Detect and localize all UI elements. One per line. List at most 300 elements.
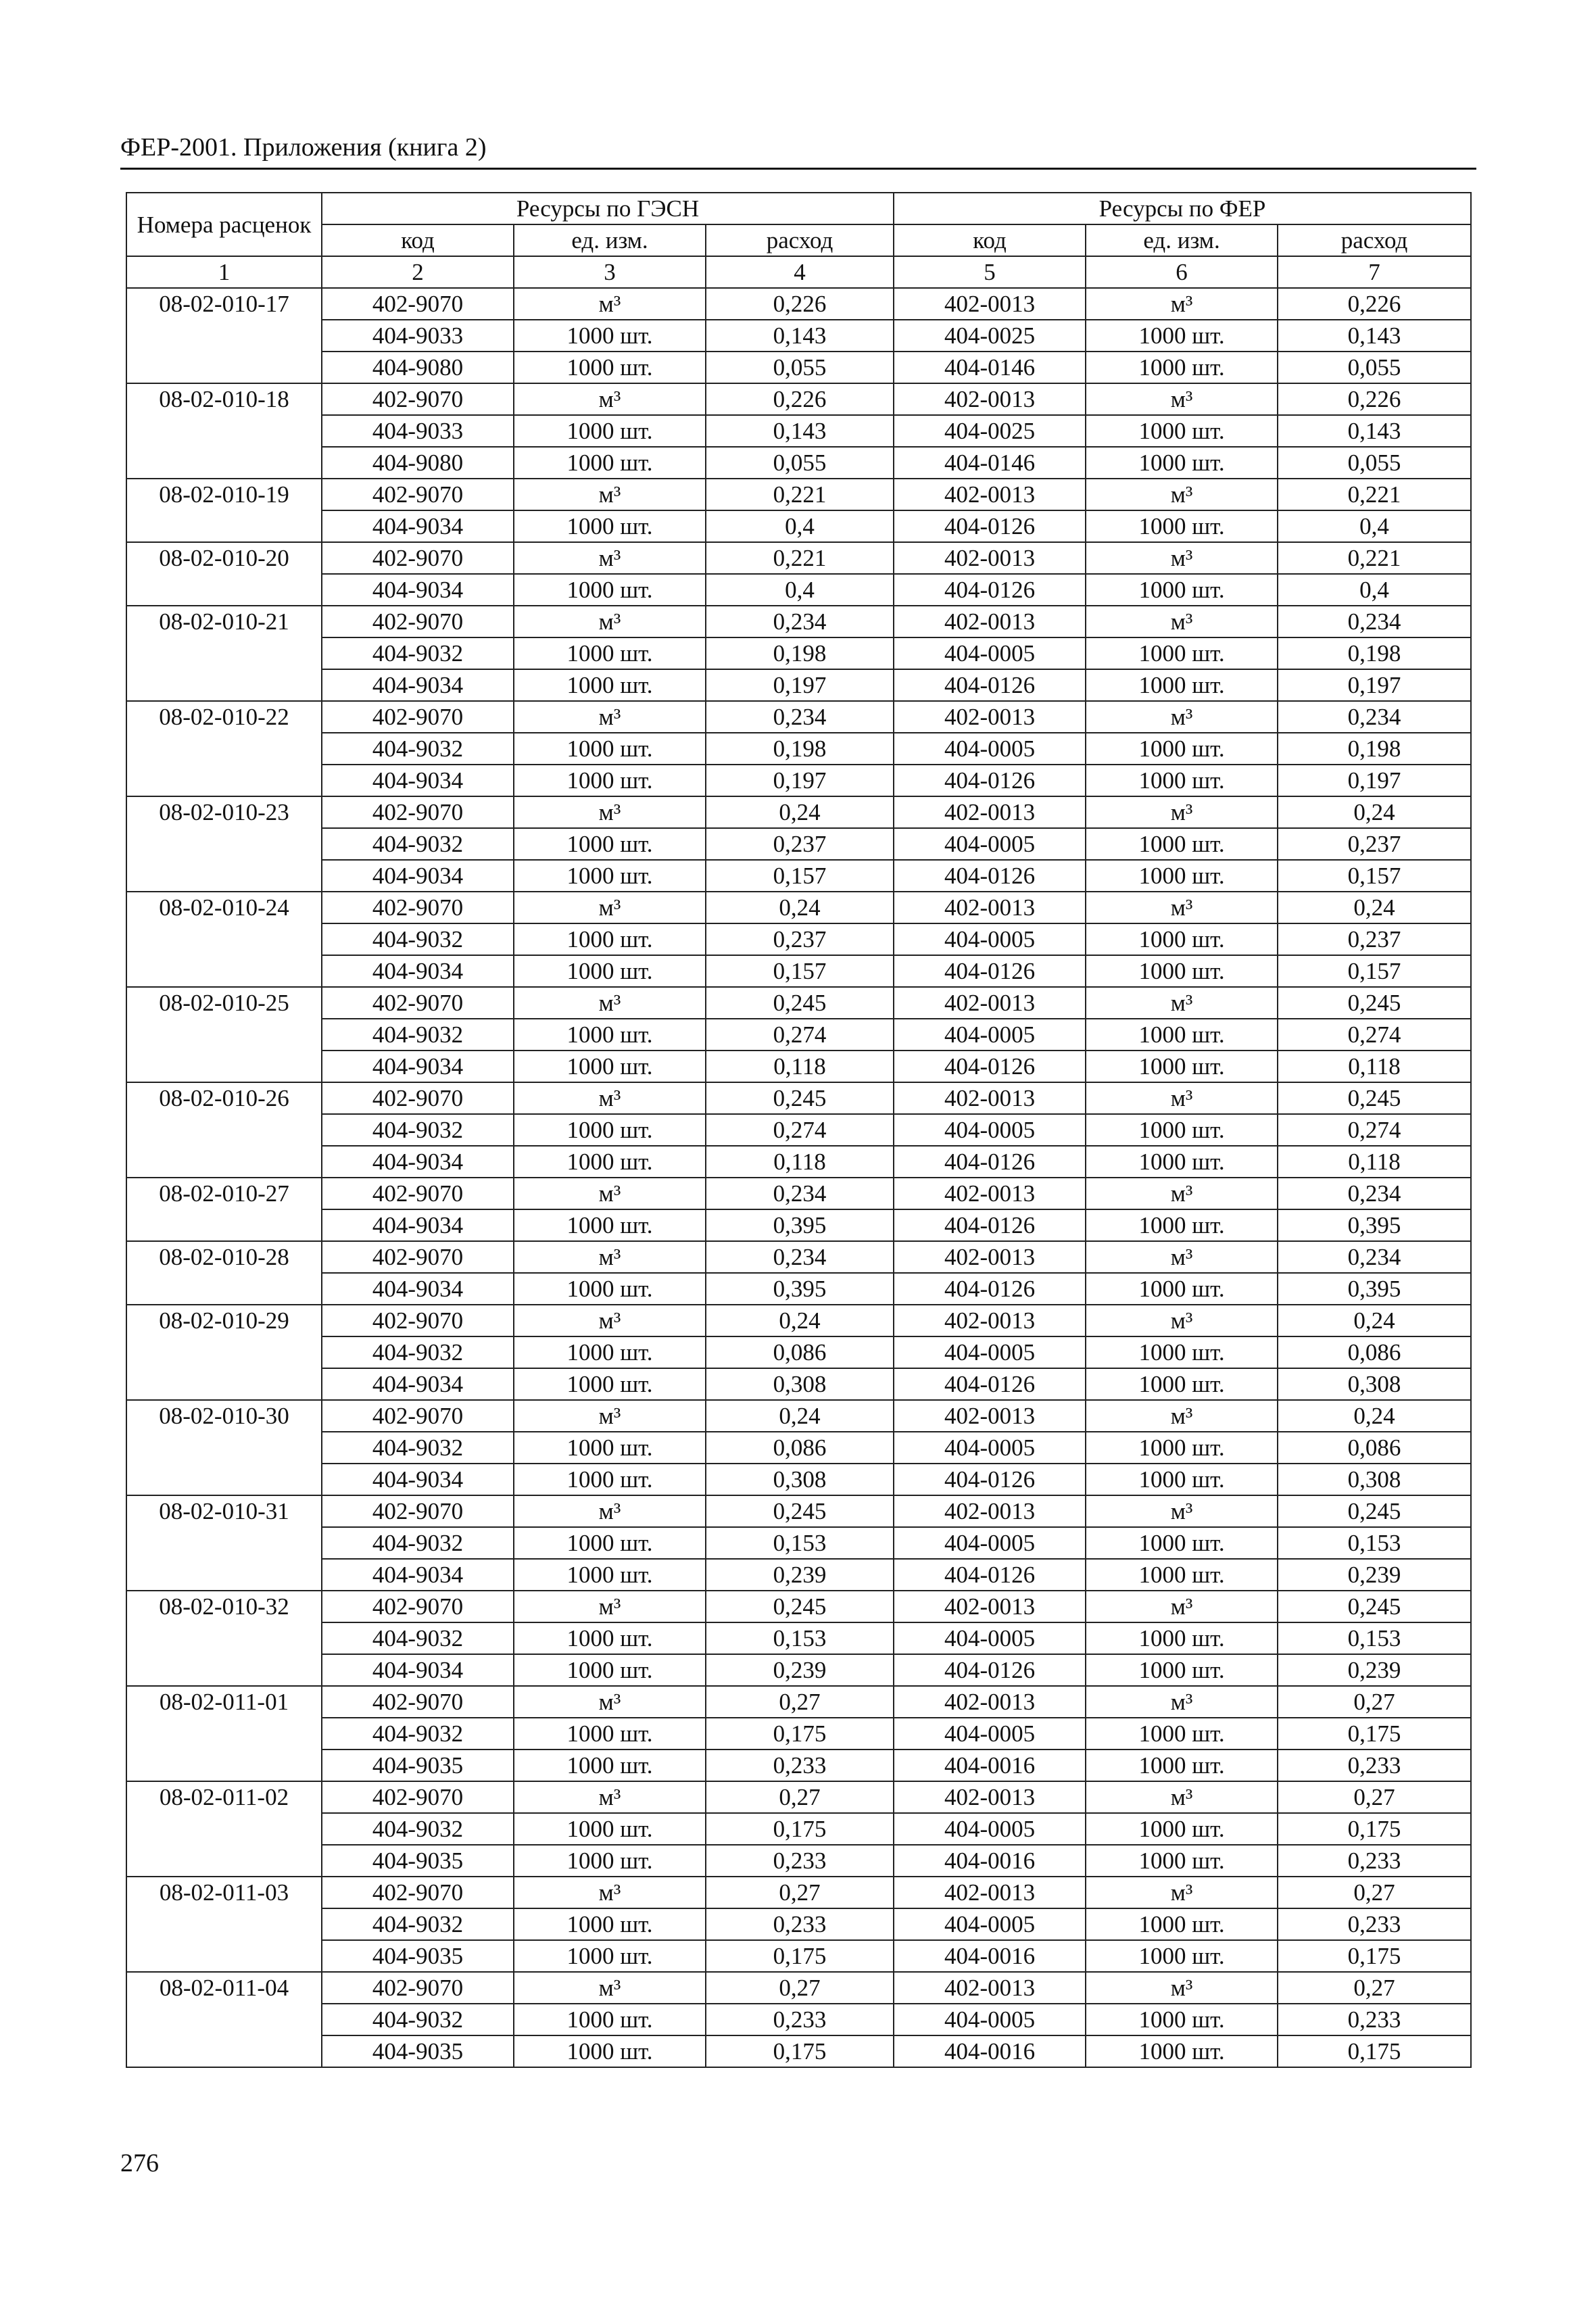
gesn-rate-cell: 0,245 [706, 1495, 894, 1527]
column-number: 5 [894, 256, 1086, 288]
table-row [126, 1718, 1471, 1750]
fer-unit-cell: 1000 шт. [1086, 1750, 1278, 1781]
table-row [126, 1845, 1471, 1877]
table-row [126, 1622, 1471, 1654]
fer-code-cell: 404-0005 [894, 1622, 1086, 1654]
fer-unit-cell: 1000 шт. [1086, 1940, 1278, 1972]
gesn-unit-cell: м³ [514, 892, 706, 923]
table-row [126, 1082, 1471, 1114]
column-header-fer-code: код [894, 224, 1086, 256]
fer-rate-cell: 0,245 [1278, 1591, 1471, 1622]
fer-unit-cell: 1000 шт. [1086, 415, 1278, 447]
table-row [126, 1495, 1471, 1527]
fer-unit-cell: 1000 шт. [1086, 1622, 1278, 1654]
fer-unit-cell: м³ [1086, 892, 1278, 923]
table-row [126, 510, 1471, 542]
fer-rate-cell: 0,226 [1278, 383, 1471, 415]
gesn-unit-cell: м³ [514, 1241, 706, 1273]
fer-rate-cell: 0,24 [1278, 1305, 1471, 1336]
fer-code-cell: 402-0013 [894, 1972, 1086, 2004]
gesn-unit-cell: м³ [514, 479, 706, 510]
fer-code-cell: 404-0126 [894, 1273, 1086, 1305]
gesn-rate-cell: 0,234 [706, 701, 894, 733]
gesn-rate-cell: 0,226 [706, 288, 894, 320]
fer-unit-cell: 1000 шт. [1086, 1019, 1278, 1051]
gesn-unit-cell: 1000 шт. [514, 2035, 706, 2067]
column-header-number: Номера расценок [126, 193, 322, 256]
page-header-title: ФЕР-2001. Приложения (книга 2) [120, 133, 487, 162]
fer-code-cell: 404-0016 [894, 1750, 1086, 1781]
table-row [126, 479, 1471, 510]
gesn-code-cell: 404-9034 [322, 1209, 514, 1241]
gesn-code-cell: 404-9032 [322, 828, 514, 860]
gesn-code-cell: 404-9080 [322, 447, 514, 479]
gesn-rate-cell: 0,245 [706, 1082, 894, 1114]
gesn-code-cell: 404-9035 [322, 1750, 514, 1781]
fer-code-cell: 402-0013 [894, 288, 1086, 320]
gesn-unit-cell: м³ [514, 1305, 706, 1336]
fer-rate-cell: 0,27 [1278, 1781, 1471, 1813]
fer-code-cell: 402-0013 [894, 542, 1086, 574]
fer-rate-cell: 0,153 [1278, 1622, 1471, 1654]
table-row [126, 320, 1471, 352]
table-row [126, 1400, 1471, 1432]
gesn-code-cell: 404-9034 [322, 510, 514, 542]
gesn-unit-cell: 1000 шт. [514, 1209, 706, 1241]
fer-rate-cell: 0,308 [1278, 1368, 1471, 1400]
table-row [126, 1305, 1471, 1336]
fer-rate-cell: 0,233 [1278, 1908, 1471, 1940]
gesn-code-cell: 404-9032 [322, 1622, 514, 1654]
fer-rate-cell: 0,274 [1278, 1114, 1471, 1146]
gesn-rate-cell: 0,27 [706, 1877, 894, 1908]
column-header-gesn-rate: расход [706, 224, 894, 256]
gesn-code-cell: 402-9070 [322, 1877, 514, 1908]
fer-code-cell: 404-0016 [894, 2035, 1086, 2067]
gesn-code-cell: 404-9034 [322, 1368, 514, 1400]
fer-code-cell: 402-0013 [894, 383, 1086, 415]
gesn-unit-cell: 1000 шт. [514, 1146, 706, 1178]
rate-number-cell: 08-02-010-24 [126, 892, 322, 987]
fer-code-cell: 402-0013 [894, 1241, 1086, 1273]
fer-unit-cell: м³ [1086, 383, 1278, 415]
fer-rate-cell: 0,24 [1278, 1400, 1471, 1432]
fer-rate-cell: 0,245 [1278, 1082, 1471, 1114]
gesn-rate-cell: 0,175 [706, 1813, 894, 1845]
page-number: 276 [120, 2149, 159, 2177]
gesn-rate-cell: 0,198 [706, 637, 894, 669]
fer-rate-cell: 0,198 [1278, 637, 1471, 669]
gesn-rate-cell: 0,308 [706, 1464, 894, 1495]
gesn-rate-cell: 0,055 [706, 447, 894, 479]
fer-rate-cell: 0,221 [1278, 479, 1471, 510]
gesn-code-cell: 402-9070 [322, 1400, 514, 1432]
fer-code-cell: 402-0013 [894, 1495, 1086, 1527]
rate-number-cell: 08-02-011-04 [126, 1972, 322, 2067]
fer-unit-cell: 1000 шт. [1086, 1908, 1278, 1940]
gesn-rate-cell: 0,175 [706, 1940, 894, 1972]
gesn-code-cell: 404-9035 [322, 1940, 514, 1972]
fer-unit-cell: м³ [1086, 1781, 1278, 1813]
gesn-code-cell: 404-9034 [322, 1654, 514, 1686]
fer-code-cell: 404-0005 [894, 1813, 1086, 1845]
gesn-rate-cell: 0,118 [706, 1146, 894, 1178]
table-row [126, 987, 1471, 1019]
fer-code-cell: 404-0005 [894, 1908, 1086, 1940]
table-row [126, 1750, 1471, 1781]
fer-unit-cell: м³ [1086, 1591, 1278, 1622]
gesn-rate-cell: 0,197 [706, 669, 894, 701]
gesn-rate-cell: 0,308 [706, 1368, 894, 1400]
gesn-unit-cell: м³ [514, 1686, 706, 1718]
header-row-groups [126, 193, 1471, 224]
fer-code-cell: 404-0005 [894, 2004, 1086, 2035]
gesn-unit-cell: 1000 шт. [514, 1654, 706, 1686]
fer-code-cell: 402-0013 [894, 479, 1086, 510]
gesn-rate-cell: 0,143 [706, 415, 894, 447]
gesn-code-cell: 404-9035 [322, 2035, 514, 2067]
fer-code-cell: 402-0013 [894, 1305, 1086, 1336]
rate-number-cell: 08-02-010-31 [126, 1495, 322, 1591]
gesn-code-cell: 404-9032 [322, 2004, 514, 2035]
gesn-unit-cell: 1000 шт. [514, 447, 706, 479]
fer-code-cell: 404-0005 [894, 1114, 1086, 1146]
rate-number-cell: 08-02-011-01 [126, 1686, 322, 1781]
gesn-unit-cell: 1000 шт. [514, 637, 706, 669]
fer-rate-cell: 0,234 [1278, 1241, 1471, 1273]
gesn-unit-cell: 1000 шт. [514, 1464, 706, 1495]
rate-number-cell: 08-02-010-29 [126, 1305, 322, 1400]
fer-unit-cell: 1000 шт. [1086, 669, 1278, 701]
gesn-unit-cell: 1000 шт. [514, 1559, 706, 1591]
fer-unit-cell: 1000 шт. [1086, 1336, 1278, 1368]
gesn-unit-cell: 1000 шт. [514, 574, 706, 606]
table-row [126, 415, 1471, 447]
fer-unit-cell: м³ [1086, 1877, 1278, 1908]
gesn-code-cell: 402-9070 [322, 1178, 514, 1209]
fer-rate-cell: 0,395 [1278, 1209, 1471, 1241]
table-row [126, 796, 1471, 828]
fer-code-cell: 402-0013 [894, 1877, 1086, 1908]
fer-rate-cell: 0,237 [1278, 923, 1471, 955]
table-row [126, 892, 1471, 923]
table-row [126, 352, 1471, 383]
fer-unit-cell: 1000 шт. [1086, 1432, 1278, 1464]
fer-unit-cell: м³ [1086, 606, 1278, 637]
table-row [126, 1813, 1471, 1845]
fer-unit-cell: 1000 шт. [1086, 955, 1278, 987]
fer-code-cell: 404-0005 [894, 637, 1086, 669]
table-row [126, 1877, 1471, 1908]
gesn-unit-cell: 1000 шт. [514, 669, 706, 701]
gesn-rate-cell: 0,234 [706, 1241, 894, 1273]
gesn-rate-cell: 0,274 [706, 1114, 894, 1146]
fer-rate-cell: 0,118 [1278, 1051, 1471, 1082]
fer-unit-cell: 1000 шт. [1086, 1464, 1278, 1495]
gesn-rate-cell: 0,234 [706, 606, 894, 637]
fer-rate-cell: 0,143 [1278, 320, 1471, 352]
fer-rate-cell: 0,197 [1278, 669, 1471, 701]
column-header-fer-unit: ед. изм. [1086, 224, 1278, 256]
gesn-rate-cell: 0,157 [706, 860, 894, 892]
gesn-code-cell: 404-9080 [322, 352, 514, 383]
fer-rate-cell: 0,157 [1278, 860, 1471, 892]
gesn-code-cell: 402-9070 [322, 796, 514, 828]
gesn-unit-cell: 1000 шт. [514, 1273, 706, 1305]
gesn-rate-cell: 0,237 [706, 923, 894, 955]
gesn-code-cell: 402-9070 [322, 1972, 514, 2004]
fer-unit-cell: м³ [1086, 1400, 1278, 1432]
gesn-code-cell: 402-9070 [322, 1305, 514, 1336]
gesn-rate-cell: 0,198 [706, 733, 894, 765]
gesn-code-cell: 402-9070 [322, 987, 514, 1019]
fer-code-cell: 404-0126 [894, 1209, 1086, 1241]
rate-number-cell: 08-02-010-32 [126, 1591, 322, 1686]
rate-number-cell: 08-02-010-28 [126, 1241, 322, 1305]
fer-rate-cell: 0,143 [1278, 415, 1471, 447]
column-header-fer-rate: расход [1278, 224, 1471, 256]
gesn-code-cell: 402-9070 [322, 383, 514, 415]
table-row [126, 1051, 1471, 1082]
header-row-column-numbers [126, 256, 1471, 288]
header-row-columns [126, 224, 1471, 256]
gesn-unit-cell: м³ [514, 1781, 706, 1813]
gesn-unit-cell: м³ [514, 383, 706, 415]
fer-rate-cell: 0,237 [1278, 828, 1471, 860]
gesn-unit-cell: 1000 шт. [514, 1019, 706, 1051]
table-row [126, 1972, 1471, 2004]
fer-rate-cell: 0,175 [1278, 1718, 1471, 1750]
column-header-gesn-unit: ед. изм. [514, 224, 706, 256]
gesn-unit-cell: 1000 шт. [514, 733, 706, 765]
table-row [126, 1940, 1471, 1972]
gesn-code-cell: 404-9033 [322, 415, 514, 447]
fer-code-cell: 404-0005 [894, 1432, 1086, 1464]
rate-number-cell: 08-02-010-23 [126, 796, 322, 892]
gesn-rate-cell: 0,234 [706, 1178, 894, 1209]
gesn-code-cell: 404-9034 [322, 1273, 514, 1305]
table-row [126, 1686, 1471, 1718]
fer-rate-cell: 0,308 [1278, 1464, 1471, 1495]
table-row [126, 1241, 1471, 1273]
fer-code-cell: 404-0005 [894, 1718, 1086, 1750]
gesn-unit-cell: 1000 шт. [514, 955, 706, 987]
gesn-rate-cell: 0,226 [706, 383, 894, 415]
gesn-unit-cell: м³ [514, 1178, 706, 1209]
column-number: 6 [1086, 256, 1278, 288]
fer-rate-cell: 0,086 [1278, 1336, 1471, 1368]
gesn-rate-cell: 0,118 [706, 1051, 894, 1082]
fer-code-cell: 404-0005 [894, 1527, 1086, 1559]
fer-rate-cell: 0,395 [1278, 1273, 1471, 1305]
gesn-rate-cell: 0,157 [706, 955, 894, 987]
fer-unit-cell: 1000 шт. [1086, 1368, 1278, 1400]
gesn-unit-cell: 1000 шт. [514, 1527, 706, 1559]
fer-rate-cell: 0,274 [1278, 1019, 1471, 1051]
gesn-code-cell: 404-9034 [322, 1051, 514, 1082]
gesn-unit-cell: 1000 шт. [514, 1368, 706, 1400]
fer-code-cell: 404-0005 [894, 733, 1086, 765]
resources-table-container [126, 192, 1470, 2068]
fer-unit-cell: м³ [1086, 1082, 1278, 1114]
gesn-unit-cell: м³ [514, 1400, 706, 1432]
fer-rate-cell: 0,118 [1278, 1146, 1471, 1178]
gesn-unit-cell: 1000 шт. [514, 415, 706, 447]
gesn-rate-cell: 0,233 [706, 2004, 894, 2035]
rate-number-cell: 08-02-010-25 [126, 987, 322, 1082]
column-header-gesn-group: Ресурсы по ГЭСН [322, 193, 894, 224]
fer-code-cell: 404-0126 [894, 574, 1086, 606]
gesn-rate-cell: 0,086 [706, 1432, 894, 1464]
gesn-rate-cell: 0,24 [706, 1400, 894, 1432]
fer-unit-cell: 1000 шт. [1086, 2035, 1278, 2067]
gesn-rate-cell: 0,153 [706, 1622, 894, 1654]
fer-code-cell: 404-0146 [894, 352, 1086, 383]
gesn-unit-cell: 1000 шт. [514, 765, 706, 796]
gesn-unit-cell: м³ [514, 288, 706, 320]
table-row [126, 828, 1471, 860]
rate-number-cell: 08-02-010-18 [126, 383, 322, 479]
gesn-unit-cell: м³ [514, 1591, 706, 1622]
gesn-unit-cell: 1000 шт. [514, 1718, 706, 1750]
header-rule [120, 168, 1476, 170]
table-row [126, 1368, 1471, 1400]
fer-unit-cell: 1000 шт. [1086, 320, 1278, 352]
gesn-rate-cell: 0,4 [706, 574, 894, 606]
table-row [126, 574, 1471, 606]
fer-code-cell: 402-0013 [894, 1178, 1086, 1209]
gesn-rate-cell: 0,143 [706, 320, 894, 352]
gesn-unit-cell: 1000 шт. [514, 1908, 706, 1940]
fer-code-cell: 402-0013 [894, 1400, 1086, 1432]
fer-unit-cell: м³ [1086, 1686, 1278, 1718]
fer-rate-cell: 0,239 [1278, 1654, 1471, 1686]
fer-unit-cell: м³ [1086, 479, 1278, 510]
table-row [126, 1781, 1471, 1813]
gesn-unit-cell: 1000 шт. [514, 923, 706, 955]
fer-unit-cell: 1000 шт. [1086, 1654, 1278, 1686]
fer-unit-cell: м³ [1086, 1495, 1278, 1527]
fer-rate-cell: 0,226 [1278, 288, 1471, 320]
column-number: 3 [514, 256, 706, 288]
fer-unit-cell: м³ [1086, 1305, 1278, 1336]
gesn-code-cell: 402-9070 [322, 1686, 514, 1718]
fer-rate-cell: 0,221 [1278, 542, 1471, 574]
fer-rate-cell: 0,234 [1278, 1178, 1471, 1209]
gesn-code-cell: 404-9034 [322, 1464, 514, 1495]
gesn-code-cell: 404-9032 [322, 1813, 514, 1845]
gesn-code-cell: 404-9032 [322, 1432, 514, 1464]
gesn-code-cell: 404-9032 [322, 1114, 514, 1146]
fer-code-cell: 404-0025 [894, 320, 1086, 352]
fer-code-cell: 404-0126 [894, 1464, 1086, 1495]
table-row [126, 2035, 1471, 2067]
table-row [126, 733, 1471, 765]
gesn-rate-cell: 0,245 [706, 1591, 894, 1622]
fer-unit-cell: 1000 шт. [1086, 510, 1278, 542]
gesn-rate-cell: 0,274 [706, 1019, 894, 1051]
rate-number-cell: 08-02-010-26 [126, 1082, 322, 1178]
table-row [126, 1908, 1471, 1940]
table-row [126, 955, 1471, 987]
table-row [126, 1336, 1471, 1368]
fer-unit-cell: 1000 шт. [1086, 1273, 1278, 1305]
table-row [126, 923, 1471, 955]
fer-unit-cell: 1000 шт. [1086, 574, 1278, 606]
fer-unit-cell: м³ [1086, 701, 1278, 733]
gesn-code-cell: 404-9033 [322, 320, 514, 352]
gesn-rate-cell: 0,197 [706, 765, 894, 796]
gesn-rate-cell: 0,055 [706, 352, 894, 383]
gesn-rate-cell: 0,245 [706, 987, 894, 1019]
fer-unit-cell: 1000 шт. [1086, 765, 1278, 796]
gesn-rate-cell: 0,24 [706, 796, 894, 828]
table-row [126, 1527, 1471, 1559]
fer-code-cell: 404-0016 [894, 1940, 1086, 1972]
table-row [126, 765, 1471, 796]
fer-code-cell: 402-0013 [894, 987, 1086, 1019]
gesn-code-cell: 402-9070 [322, 542, 514, 574]
fer-rate-cell: 0,086 [1278, 1432, 1471, 1464]
fer-rate-cell: 0,153 [1278, 1527, 1471, 1559]
fer-unit-cell: 1000 шт. [1086, 923, 1278, 955]
fer-code-cell: 402-0013 [894, 892, 1086, 923]
gesn-code-cell: 404-9032 [322, 923, 514, 955]
fer-code-cell: 402-0013 [894, 606, 1086, 637]
rate-number-cell: 08-02-010-19 [126, 479, 322, 542]
table-row [126, 1019, 1471, 1051]
fer-unit-cell: м³ [1086, 1178, 1278, 1209]
table-row [126, 1146, 1471, 1178]
fer-unit-cell: 1000 шт. [1086, 860, 1278, 892]
fer-rate-cell: 0,055 [1278, 352, 1471, 383]
table-row [126, 542, 1471, 574]
fer-rate-cell: 0,234 [1278, 701, 1471, 733]
gesn-unit-cell: 1000 шт. [514, 1940, 706, 1972]
gesn-rate-cell: 0,175 [706, 1718, 894, 1750]
gesn-rate-cell: 0,221 [706, 479, 894, 510]
table-row [126, 637, 1471, 669]
gesn-code-cell: 404-9034 [322, 1146, 514, 1178]
fer-rate-cell: 0,175 [1278, 1940, 1471, 1972]
gesn-rate-cell: 0,175 [706, 2035, 894, 2067]
fer-code-cell: 402-0013 [894, 1781, 1086, 1813]
column-number: 1 [126, 256, 322, 288]
gesn-unit-cell: 1000 шт. [514, 1813, 706, 1845]
fer-unit-cell: 1000 шт. [1086, 2004, 1278, 2035]
gesn-code-cell: 404-9035 [322, 1845, 514, 1877]
gesn-unit-cell: 1000 шт. [514, 828, 706, 860]
table-row [126, 447, 1471, 479]
fer-unit-cell: 1000 шт. [1086, 447, 1278, 479]
table-row [126, 1114, 1471, 1146]
gesn-rate-cell: 0,27 [706, 1686, 894, 1718]
fer-unit-cell: 1000 шт. [1086, 1813, 1278, 1845]
column-header-fer-group: Ресурсы по ФЕР [894, 193, 1471, 224]
fer-code-cell: 404-0126 [894, 1051, 1086, 1082]
gesn-code-cell: 402-9070 [322, 1241, 514, 1273]
gesn-unit-cell: м³ [514, 606, 706, 637]
fer-unit-cell: 1000 шт. [1086, 828, 1278, 860]
fer-rate-cell: 0,197 [1278, 765, 1471, 796]
fer-code-cell: 404-0126 [894, 1654, 1086, 1686]
table-row [126, 606, 1471, 637]
gesn-rate-cell: 0,27 [706, 1972, 894, 2004]
fer-rate-cell: 0,175 [1278, 1813, 1471, 1845]
rate-number-cell: 08-02-011-02 [126, 1781, 322, 1877]
gesn-unit-cell: 1000 шт. [514, 1845, 706, 1877]
fer-code-cell: 404-0126 [894, 765, 1086, 796]
